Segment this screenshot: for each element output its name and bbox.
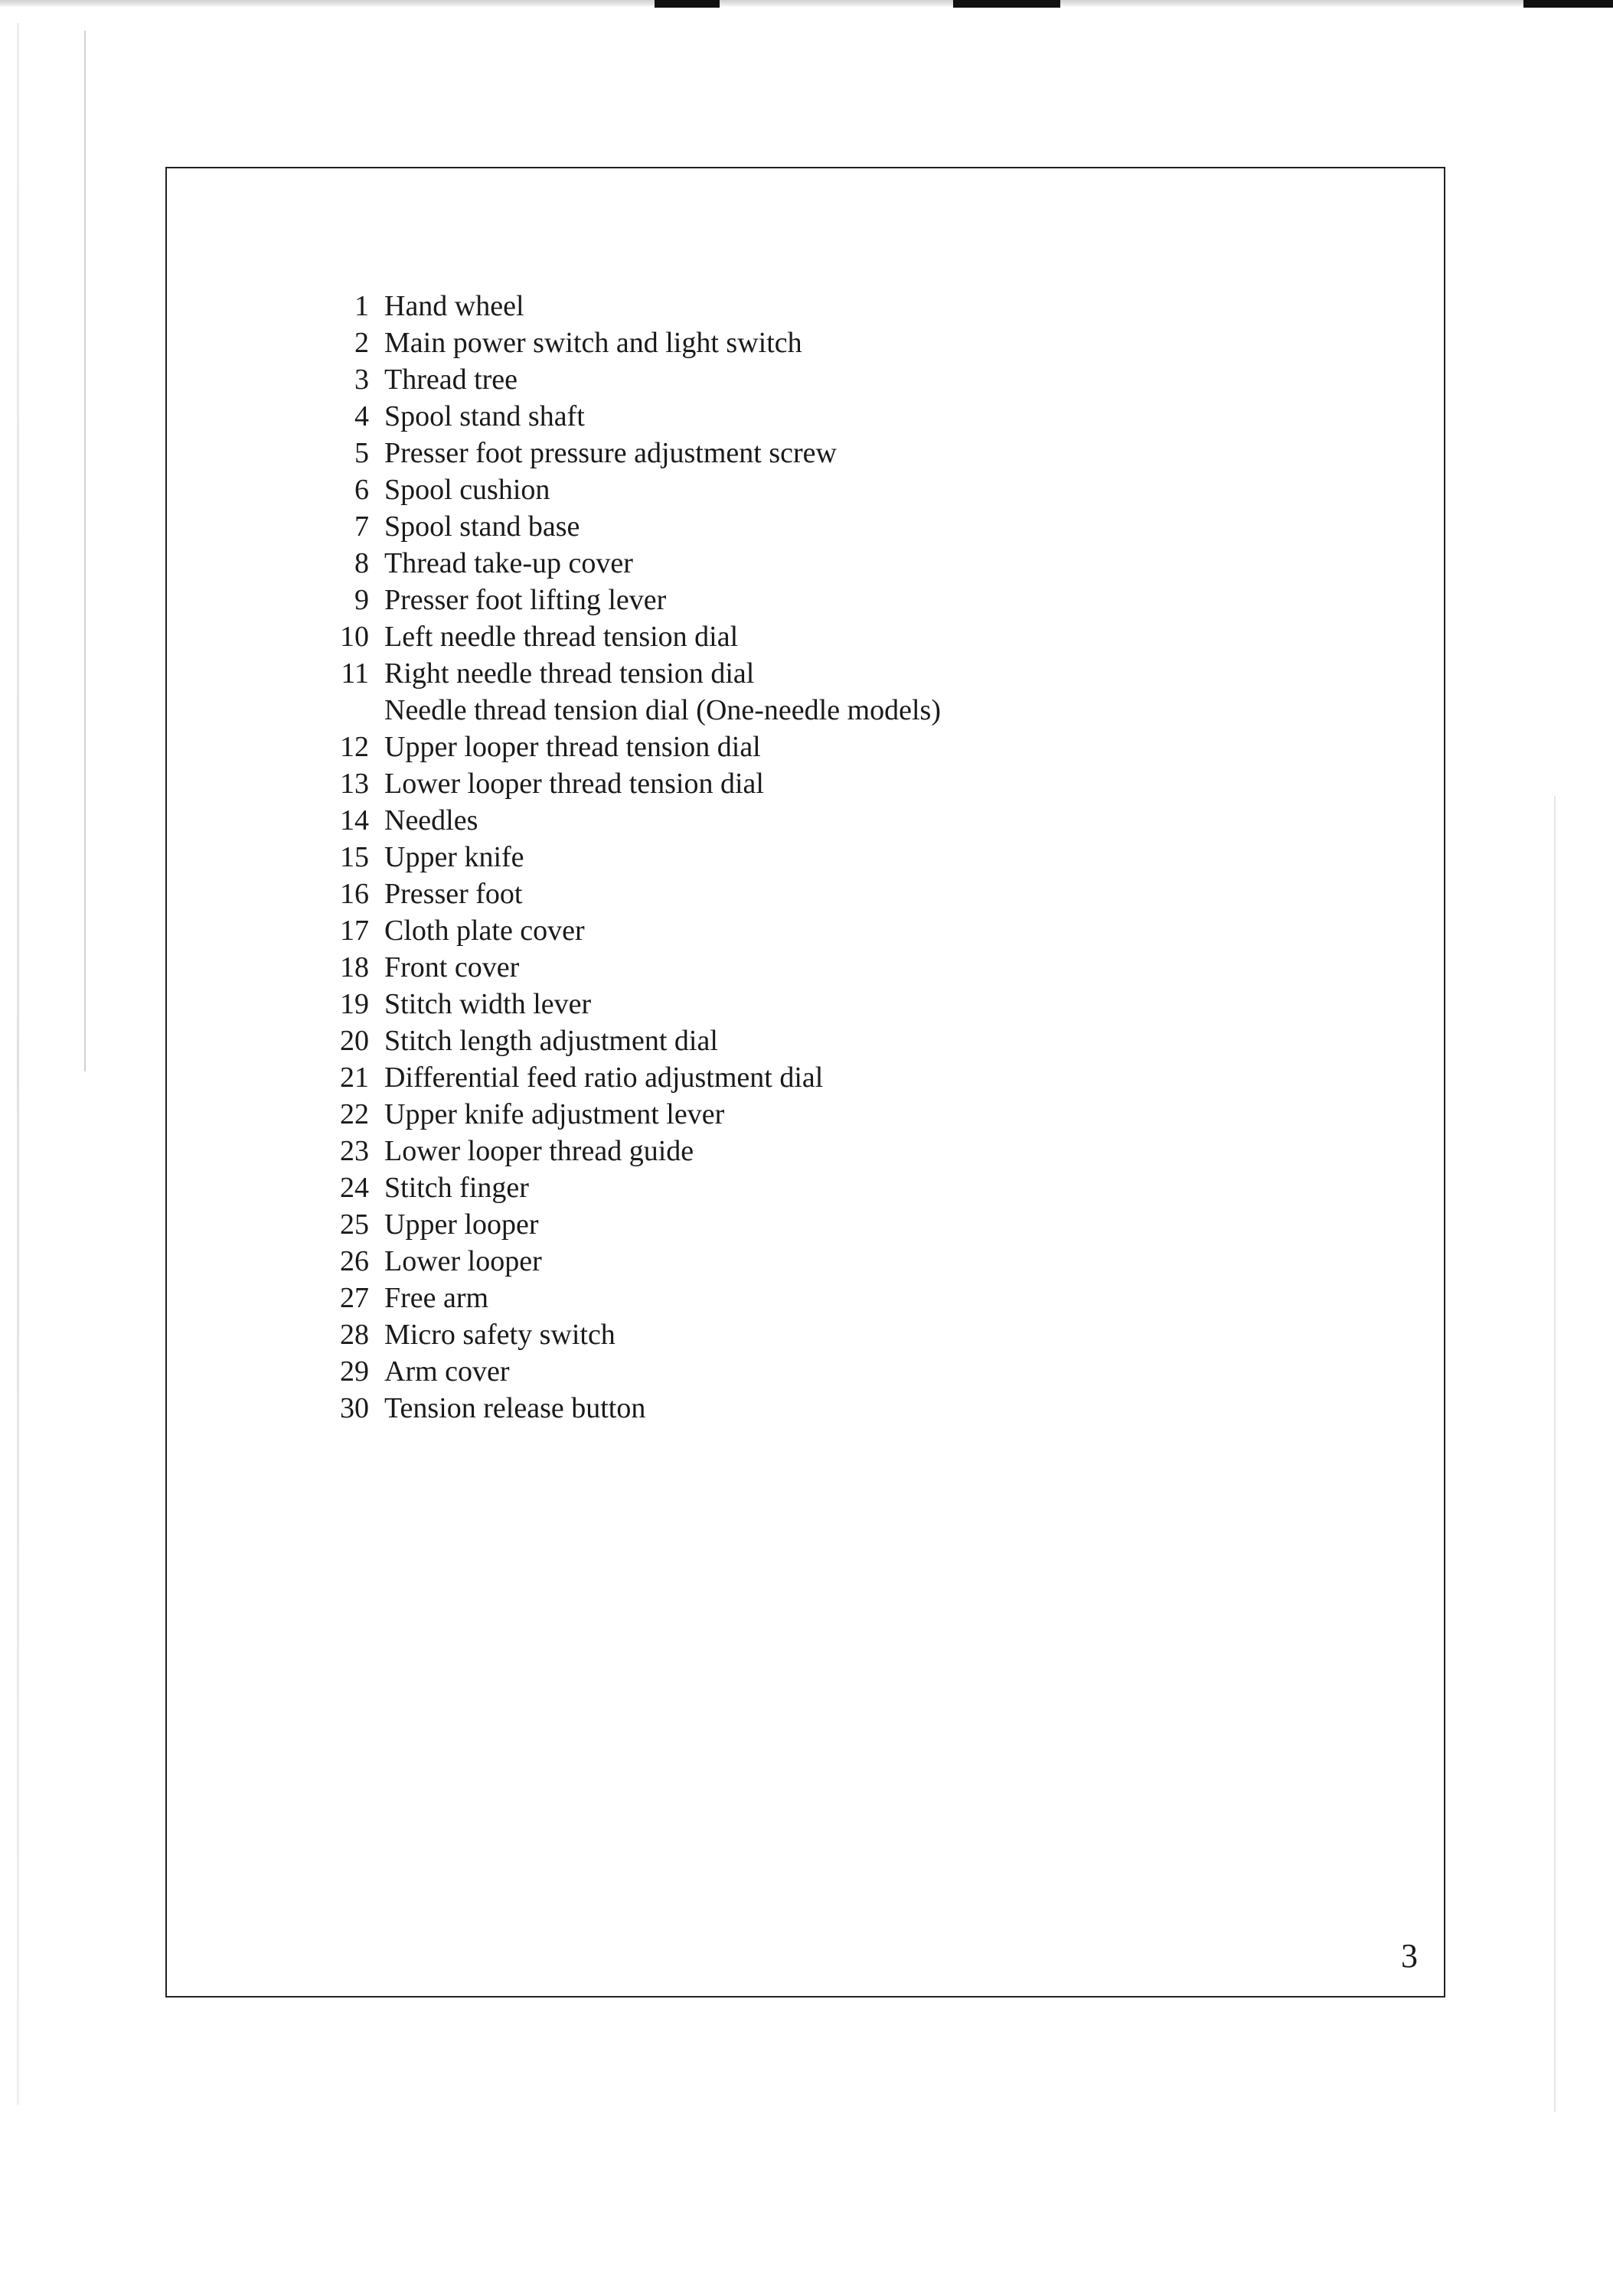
part-number: 17 — [340, 915, 369, 947]
part-label: Upper looper thread tension dial — [384, 731, 761, 763]
part-label: Upper knife — [384, 841, 524, 873]
part-number: 26 — [340, 1245, 369, 1277]
part-item — [329, 288, 524, 325]
part-label: Spool cushion — [384, 474, 550, 506]
part-number: 28 — [340, 1319, 369, 1351]
part-label: Spool stand shaft — [384, 400, 585, 432]
part-label: Spool stand base — [384, 510, 580, 543]
part-item — [329, 618, 739, 655]
part-item — [329, 1169, 529, 1206]
part-item — [329, 545, 633, 582]
part-item — [329, 361, 518, 398]
scan-left-rule — [84, 31, 86, 1071]
part-label: Stitch width lever — [384, 988, 592, 1020]
part-label: Thread tree — [384, 364, 518, 396]
part-number: 3 — [354, 364, 369, 396]
part-label: Lower looper — [384, 1245, 542, 1277]
part-label: Free arm — [384, 1282, 489, 1314]
part-label: Stitch length adjustment dial — [384, 1025, 718, 1057]
part-item — [329, 398, 585, 435]
part-item — [329, 471, 550, 508]
part-number: 23 — [340, 1135, 369, 1167]
part-label: Front cover — [384, 951, 520, 983]
part-item — [329, 1096, 725, 1133]
part-number: 11 — [341, 657, 369, 690]
scan-top-edge — [0, 0, 1613, 6]
part-label: Cloth plate cover — [384, 915, 585, 947]
part-label: Arm cover — [384, 1355, 510, 1388]
part-number: 21 — [340, 1062, 369, 1094]
scan-right-edge — [1554, 796, 1556, 2112]
part-label: Differential feed ratio adjustment dial — [384, 1062, 824, 1094]
part-number: 4 — [354, 400, 369, 432]
part-number: 25 — [340, 1208, 369, 1241]
part-number: 7 — [354, 510, 369, 543]
part-item — [329, 802, 478, 839]
scan-mark — [655, 0, 720, 8]
part-number: 22 — [340, 1098, 369, 1130]
part-item — [329, 1316, 615, 1353]
page-number: 3 — [1401, 1937, 1418, 1975]
part-item — [329, 949, 520, 986]
parts-list — [329, 288, 941, 1427]
part-number: 5 — [354, 437, 369, 469]
part-number: 9 — [354, 584, 369, 616]
part-label: Main power switch and light switch — [384, 327, 802, 359]
part-label: Lower looper thread guide — [384, 1135, 694, 1167]
part-label: Thread take-up cover — [384, 547, 633, 579]
part-number: 27 — [340, 1282, 369, 1314]
part-number: 16 — [340, 878, 369, 910]
part-item — [329, 1206, 539, 1243]
part-label: Left needle thread tension dial — [384, 621, 739, 653]
part-item — [329, 986, 592, 1022]
part-label: Upper looper — [384, 1208, 539, 1241]
part-number: 20 — [340, 1025, 369, 1057]
part-number: 15 — [340, 841, 369, 873]
part-item — [329, 729, 761, 765]
part-label: Stitch finger — [384, 1172, 529, 1204]
part-number: 12 — [340, 731, 369, 763]
part-item — [329, 1133, 694, 1169]
part-item — [329, 1353, 510, 1390]
part-label: Presser foot — [384, 878, 523, 910]
part-label: Presser foot lifting lever — [384, 584, 667, 616]
part-item — [329, 765, 764, 802]
part-item — [329, 1280, 489, 1316]
part-item — [329, 1243, 542, 1280]
part-number: 6 — [354, 474, 369, 506]
part-item — [329, 508, 580, 545]
part-label: Upper knife adjustment lever — [384, 1098, 725, 1130]
part-item — [329, 1390, 646, 1427]
part-item — [329, 435, 837, 471]
part-label: Micro safety switch — [384, 1319, 615, 1351]
part-number: 13 — [340, 768, 369, 800]
part-item — [329, 1059, 824, 1096]
part-label: Hand wheel — [384, 290, 524, 322]
part-item-continuation — [329, 692, 941, 729]
part-item — [329, 582, 667, 618]
part-item — [329, 655, 755, 692]
part-item — [329, 876, 523, 912]
part-number: 24 — [340, 1172, 369, 1204]
scan-mark — [1523, 0, 1613, 8]
part-item — [329, 325, 802, 361]
scan-mark — [953, 0, 1060, 8]
part-number: 2 — [354, 327, 369, 359]
part-label: Tension release button — [384, 1392, 646, 1424]
part-number: 8 — [354, 547, 369, 579]
part-number: 14 — [340, 804, 369, 837]
part-item — [329, 912, 585, 949]
part-label: Presser foot pressure adjustment screw — [384, 437, 837, 469]
part-label: Needle thread tension dial (One-needle models) — [384, 694, 941, 726]
part-number: 29 — [340, 1355, 369, 1388]
part-item — [329, 839, 524, 876]
part-number: 1 — [354, 290, 369, 322]
part-number: 19 — [340, 988, 369, 1020]
part-number: 30 — [340, 1392, 369, 1424]
part-label: Needles — [384, 804, 478, 837]
part-label: Lower looper thread tension dial — [384, 768, 764, 800]
part-number: 10 — [340, 621, 369, 653]
part-item — [329, 1022, 718, 1059]
scan-left-edge — [17, 23, 19, 2105]
part-label: Right needle thread tension dial — [384, 657, 755, 690]
part-number: 18 — [340, 951, 369, 983]
